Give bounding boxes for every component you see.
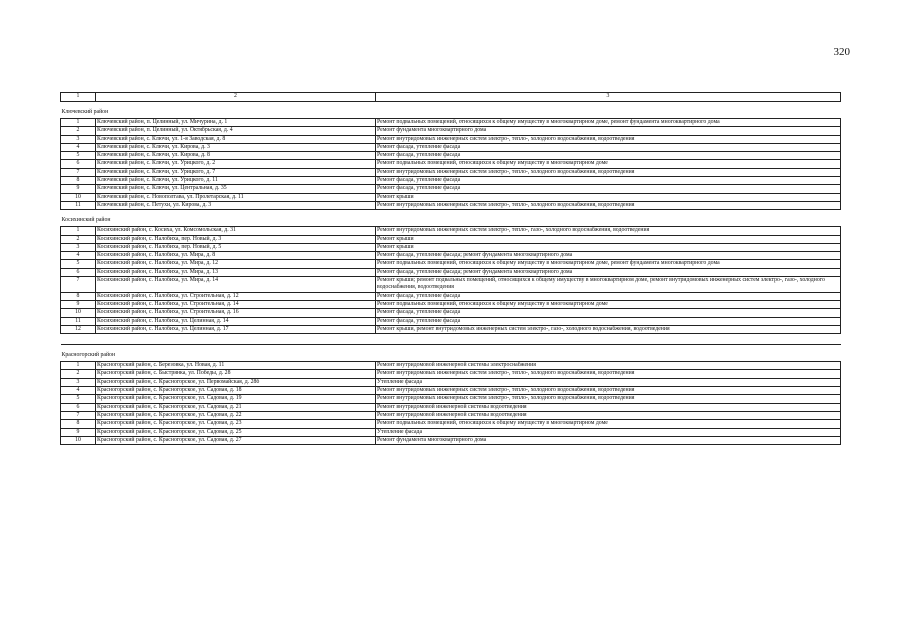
row-number: 10 <box>61 436 96 444</box>
table-row <box>61 411 841 419</box>
row-number: 8 <box>61 420 96 428</box>
address-cell: Косихинский район, с. Налобиха, ул. Строительная, д. 16 <box>96 309 376 317</box>
work-type-cell: Ремонт фасада, утепление фасада; ремонт фундамента многоквартирного дома <box>376 268 841 276</box>
address-cell: Ключевский район, с. Ключи, ул. 1-я Заводская, д. 8 <box>96 135 376 143</box>
table-row <box>61 227 841 235</box>
address-cell: Ключевский район, с. Новополтава, ул. Пролетарская, д. 11 <box>96 193 376 201</box>
work-type-cell: Ремонт внутридомовых инженерных систем электро-, тепло-, холодного водоснабжения, водоотведения <box>376 135 841 143</box>
work-type-cell: Ремонт внутридомовых инженерных систем электро-, тепло-, холодного водоснабжения, водоотведения <box>376 168 841 176</box>
work-type-cell: Утепление фасада <box>376 378 841 386</box>
work-type-cell: Ремонт внутридомовых инженерных систем электро-, тепло-, холодного водоснабжения, водоотведения <box>376 395 841 403</box>
work-type-cell: Ремонт фундамента многоквартирного дома <box>376 127 841 135</box>
row-number: 5 <box>61 152 96 160</box>
table-row <box>61 193 841 201</box>
work-type-cell: Ремонт крыши <box>376 243 841 251</box>
table-row <box>61 387 841 395</box>
work-type-cell: Ремонт подвальных помещений, относящихся к общему имуществу в многоквартирном доме <box>376 160 841 168</box>
row-number: 2 <box>61 370 96 378</box>
work-type-cell: Ремонт крыши, ремонт внутридомовых инженерных систем электро-, газо-, холодного водоснабжения, водоотведения <box>376 325 841 333</box>
address-cell: Красногорский район, с. Красногорское, ул. Садовая, д. 19 <box>96 395 376 403</box>
row-number: 9 <box>61 300 96 308</box>
row-number: 6 <box>61 268 96 276</box>
table-header-row <box>61 93 841 102</box>
work-type-cell: Ремонт внутридомовой инженерной системы электроснабжения <box>376 362 841 370</box>
address-cell: Косихинский район, с. Налобиха, ул. Мира, д. 13 <box>96 268 376 276</box>
address-cell: Ключевский район, п. Целинный, ул. Мичурина, д. 1 <box>96 119 376 127</box>
row-number: 7 <box>61 411 96 419</box>
address-cell: Красногорский район, с. Красногорское, ул. Садовая, д. 23 <box>96 420 376 428</box>
address-cell: Косихинский район, с. Налобиха, пер. Новый, д. 5 <box>96 243 376 251</box>
table-row <box>61 420 841 428</box>
address-cell: Косихинский район, с. Налобиха, ул. Мира, д. 12 <box>96 260 376 268</box>
row-number: 4 <box>61 252 96 260</box>
row-number: 8 <box>61 292 96 300</box>
table-row <box>61 185 841 193</box>
row-number: 7 <box>61 168 96 176</box>
section-title-row <box>61 210 841 227</box>
row-number: 3 <box>61 243 96 251</box>
work-type-cell: Утепление фасада <box>376 428 841 436</box>
table-row <box>61 362 841 370</box>
table-row <box>61 325 841 333</box>
section-title: Косихинский район <box>61 217 111 224</box>
work-type-cell: Ремонт крыши <box>376 235 841 243</box>
work-type-cell: Ремонт фасада, утепление фасада <box>376 185 841 193</box>
table-row <box>61 201 841 209</box>
row-number: 3 <box>61 378 96 386</box>
section-title: Ключевский район <box>61 109 109 115</box>
table-row <box>61 152 841 160</box>
row-number: 7 <box>61 277 96 293</box>
table-row <box>61 177 841 185</box>
address-cell: Косихинский район, с. Налобиха, ул. Мира, д. 8 <box>96 252 376 260</box>
table-row <box>61 436 841 444</box>
work-type-cell: Ремонт крыши <box>376 193 841 201</box>
header-cell-1: 1 <box>61 93 96 102</box>
repair-table-body <box>61 93 841 445</box>
work-type-cell: Ремонт фасада, утепление фасада <box>376 309 841 317</box>
row-number: 10 <box>61 193 96 201</box>
row-number: 11 <box>61 317 96 325</box>
row-number: 12 <box>61 325 96 333</box>
address-cell: Ключевский район, с. Ключи, ул. Кирова, д. 8 <box>96 152 376 160</box>
work-type-cell: Ремонт фасада, утепление фасада <box>376 317 841 325</box>
row-number: 9 <box>61 428 96 436</box>
row-number: 10 <box>61 309 96 317</box>
address-cell: Красногорский район, с. Березовка, ул. Новая, д. 11 <box>96 362 376 370</box>
row-number: 2 <box>61 235 96 243</box>
address-cell: Косихинский район, с. Налобиха, ул. Целинная, д. 17 <box>96 325 376 333</box>
address-cell: Ключевский район, с. Ключи, ул. Кирова, д. 3 <box>96 143 376 151</box>
address-cell: Косихинский район, с. Налобиха, ул. Целинная, д. 14 <box>96 317 376 325</box>
table-row <box>61 395 841 403</box>
table-row <box>61 260 841 268</box>
table-row <box>61 378 841 386</box>
table-row <box>61 268 841 276</box>
work-type-cell: Ремонт подвальных помещений, относящихся к общему имуществу в многоквартирном доме, ремонт фундамента многоквартирного дома <box>376 260 841 268</box>
table-row <box>61 317 841 325</box>
section-title-row <box>61 345 841 362</box>
address-cell: Красногорский район, с. Красногорское, ул. Садовая, д. 22 <box>96 411 376 419</box>
table-row <box>61 127 841 135</box>
address-cell: Ключевский район, с. Ключи, ул. Центральная, д. 35 <box>96 185 376 193</box>
table-row <box>61 277 841 293</box>
work-type-cell: Ремонт внутридомовой инженерной системы водоотведения <box>376 411 841 419</box>
work-type-cell: Ремонт фасада, утепление фасада <box>376 177 841 185</box>
address-cell: Красногорский район, с. Быстрянка, ул. Победы, д. 28 <box>96 370 376 378</box>
table-row <box>61 370 841 378</box>
section-spacer <box>61 334 841 345</box>
address-cell: Ключевский район, с. Ключи, ул. Урицкого, д. 2 <box>96 160 376 168</box>
row-number: 2 <box>61 127 96 135</box>
row-number: 4 <box>61 387 96 395</box>
work-type-cell: Ремонт фасада, утепление фасада <box>376 292 841 300</box>
row-number: 5 <box>61 395 96 403</box>
work-type-cell: Ремонт подвальных помещений, относящихся к общему имуществу в многоквартирном доме <box>376 300 841 308</box>
address-cell: Ключевский район, с. Петухи, ул. Кирова, д. 3 <box>96 201 376 209</box>
table-row <box>61 135 841 143</box>
address-cell: Ключевский район, с. Ключи, ул. Урицкого, д. 7 <box>96 168 376 176</box>
address-cell: Красногорский район, с. Красногорское, ул. Садовая, д. 18 <box>96 387 376 395</box>
table-row <box>61 428 841 436</box>
row-number: 5 <box>61 260 96 268</box>
row-number: 9 <box>61 185 96 193</box>
address-cell: Красногорский район, с. Красногорское, ул. Садовая, д. 21 <box>96 403 376 411</box>
work-type-cell: Ремонт крыши; ремонт подвальных помещений, относящихся к общему имуществу в многоквартирном доме, ремонт внутридомовых инженерных систем электро-, газо-, холодного водоснабжения, водоотведения <box>376 277 841 293</box>
table-row <box>61 309 841 317</box>
page-number: 320 <box>833 46 850 58</box>
work-type-cell: Ремонт внутридомовой инженерной системы водоотведения <box>376 403 841 411</box>
table-row <box>61 292 841 300</box>
work-type-cell: Ремонт фасада, утепление фасада <box>376 152 841 160</box>
section-title-row <box>61 102 841 119</box>
row-number: 6 <box>61 160 96 168</box>
address-cell: Косихинский район, с. Налобиха, ул. Строительная, д. 12 <box>96 292 376 300</box>
address-cell: Косихинский район, с. Косиха, ул. Комсомольская, д. 31 <box>96 227 376 235</box>
address-cell: Красногорский район, с. Красногорское, ул. Садовая, д. 25 <box>96 428 376 436</box>
work-type-cell: Ремонт фасада, утепление фасада; ремонт фундамента многоквартирного дома <box>376 252 841 260</box>
table-row <box>61 235 841 243</box>
row-number: 11 <box>61 201 96 209</box>
row-number: 8 <box>61 177 96 185</box>
row-number: 3 <box>61 135 96 143</box>
address-cell: Косихинский район, с. Налобиха, ул. Мира, д. 14 <box>96 277 376 293</box>
header-cell-3: 3 <box>376 93 841 102</box>
address-cell: Ключевский район, п. Целинный, ул. Октябрьская, д. 4 <box>96 127 376 135</box>
address-cell: Красногорский район, с. Красногорское, ул. Садовая, д. 27 <box>96 436 376 444</box>
work-type-cell: Ремонт внутридомовых инженерных систем электро-, тепло-, холодного водоснабжения, водоотведения <box>376 201 841 209</box>
work-type-cell: Ремонт подвальных помещений, относящихся к общему имуществу в многоквартирном доме, ремонт фундамента многоквартирного дома <box>376 119 841 127</box>
table-row <box>61 300 841 308</box>
address-cell: Красногорский район, с. Красногорское, ул. Первомайская, д. 28б <box>96 378 376 386</box>
row-number: 4 <box>61 143 96 151</box>
row-number: 1 <box>61 227 96 235</box>
table-row <box>61 168 841 176</box>
section-title: Красногорский район <box>61 352 116 359</box>
row-number: 1 <box>61 119 96 127</box>
repair-table <box>60 92 841 445</box>
table-row <box>61 403 841 411</box>
work-type-cell: Ремонт подвальных помещений, относящихся к общему имуществу в многоквартирном доме <box>376 420 841 428</box>
table-row <box>61 252 841 260</box>
work-type-cell: Ремонт фундамента многоквартирного дома <box>376 436 841 444</box>
header-cell-2: 2 <box>96 93 376 102</box>
row-number: 6 <box>61 403 96 411</box>
row-number: 1 <box>61 362 96 370</box>
address-cell: Косихинский район, с. Налобиха, пер. Новый, д. 3 <box>96 235 376 243</box>
table-row <box>61 143 841 151</box>
table-row <box>61 119 841 127</box>
table-row <box>61 160 841 168</box>
work-type-cell: Ремонт внутридомовых инженерных систем электро-, тепло-, газо-, холодного водоснабжения, водоотведения <box>376 227 841 235</box>
address-cell: Косихинский район, с. Налобиха, ул. Строительная, д. 14 <box>96 300 376 308</box>
table-row <box>61 243 841 251</box>
address-cell: Ключевский район, с. Ключи, ул. Урицкого, д. 11 <box>96 177 376 185</box>
work-type-cell: Ремонт внутридомовых инженерных систем электро-, тепло-, холодного водоснабжения, водоотведения <box>376 387 841 395</box>
work-type-cell: Ремонт фасада, утепление фасада <box>376 143 841 151</box>
work-type-cell: Ремонт внутридомовых инженерных систем электро-, тепло-, холодного водоснабжения, водоотведения <box>376 370 841 378</box>
